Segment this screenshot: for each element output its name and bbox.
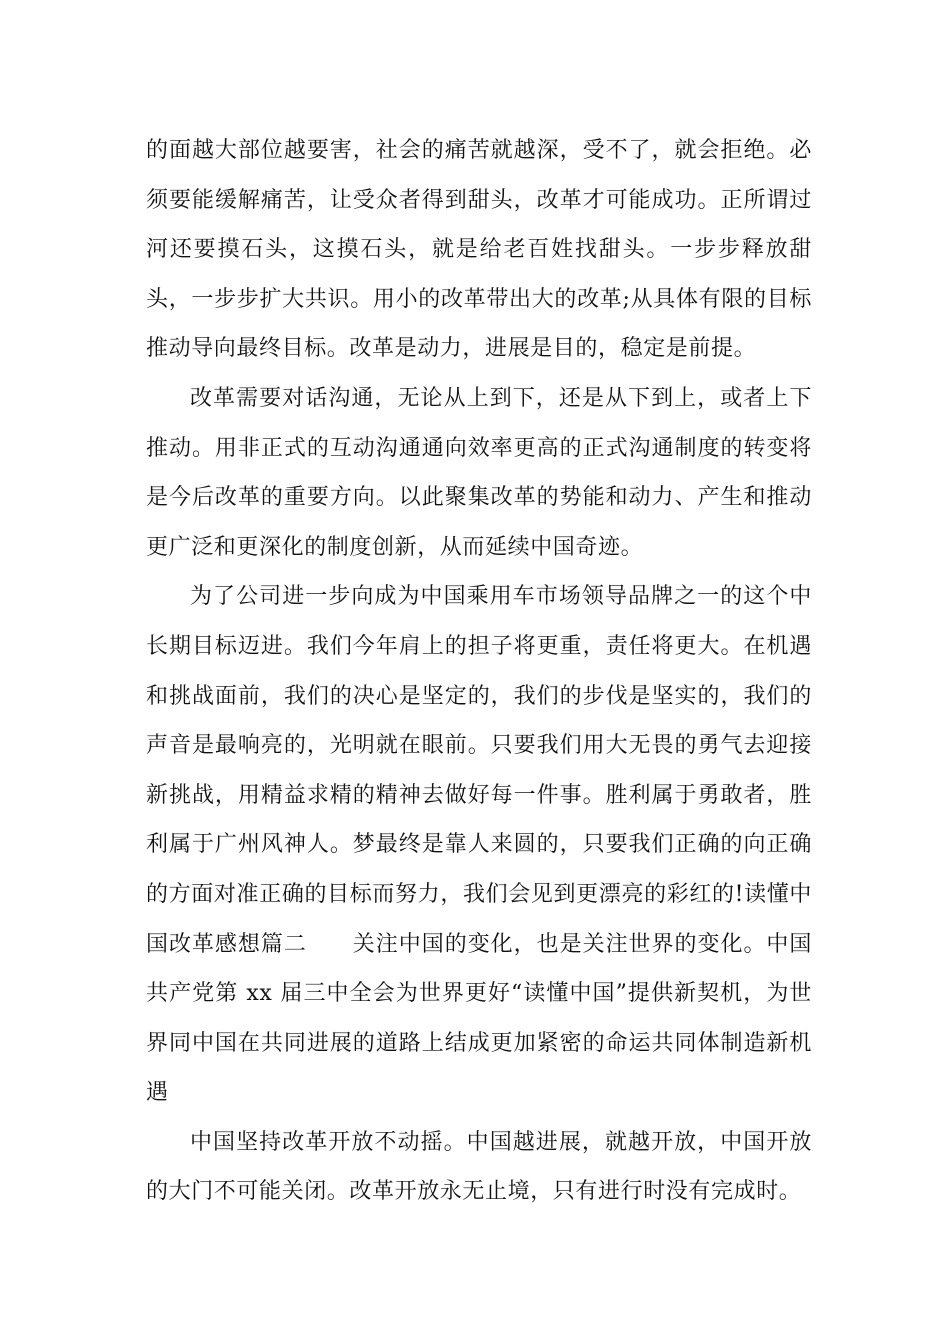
paragraph-1: 的面越大部位越要害，社会的痛苦就越深，受不了，就会拒绝。必须要能缓解痛苦，让受众者得到甜头，改革才可能成功。正所谓过河还要摸石头，这摸石头，就是给老百姓找甜头。一步步释放甜头，一步步扩大共识。用小的改革带出大的改革;从具体有限的目标推动导向最终目标。改革是动力，进展是目的，稳定是前提。 [146,138,812,362]
paragraph-3: 为了公司进一步向成为中国乘用车市场领导品牌之一的这个中长期目标迈进。我们今年肩上的担子将更重，责任将更大。在机遇和挑战面前，我们的决心是坚定的，我们的步伐是坚实的，我们的声音是最响亮的，光明就在眼前。只要我们用大无畏的勇气去迎接新挑战，用精益求精的精神去做好每一件事。胜利属于勇敢者，胜利属于广州风神人。梦最终是靠人来圆的，只要我们正确的向正确的方面对准正确的目标而努力，我们会见到更漂亮的彩红的!读懂中国改革感想篇二 关注中国的变化，也是关注世界的变化。中国共产党第 xx 届三中全会为世界更好“读懂中国”提供新契机，为世界同中国在共同进展的道路上结成更加紧密的命运共同体制造新机遇 [146,584,812,1106]
paragraph-2: 改革需要对话沟通，无论从上到下，还是从下到上，或者上下推动。用非正式的互动沟通通向效率更高的正式沟通制度的转变将是今后改革的重要方向。以此聚集改革的势能和动力、产生和推动更广泛和更深化的制度创新，从而延续中国奇迹。 [146,385,812,560]
document-body [146,126,812,1217]
paragraph-4: 中国坚持改革开放不动摇。中国越进展，就越开放，中国开放的大门不可能关闭。改革开放永无止境，只有进行时没有完成时。 [146,1129,812,1205]
